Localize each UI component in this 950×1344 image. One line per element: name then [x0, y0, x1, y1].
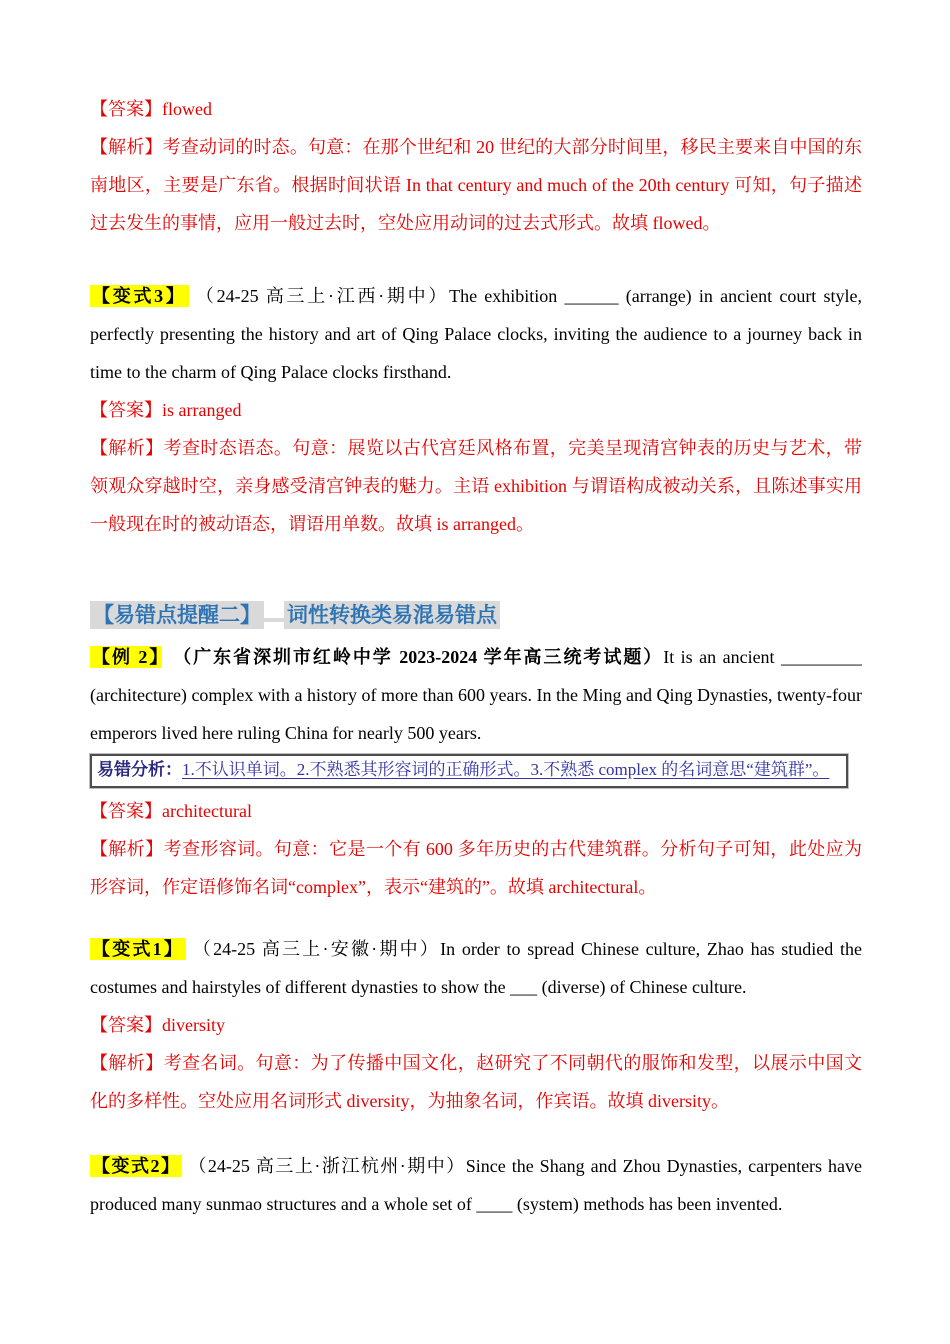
- variant3-source: （24-25 高三上·江西·期中）: [195, 286, 450, 306]
- answer-label: 【答案】: [90, 801, 162, 821]
- variant3-text: The exhibition ______ (arrange) in ancient court style, perfectly presenting the history and art of Qing Palace clocks, inviting the audience to a journey back in time to the charm of Qing Palace clocks firsthand.: [90, 286, 863, 382]
- analysis-label: 【解析】: [90, 839, 164, 859]
- analysis-label: 【解析】: [90, 438, 164, 458]
- analysis-line-architectural: [90, 830, 862, 906]
- variant1-source: （24-25 高三上·安徽·期中）: [192, 939, 441, 959]
- answer-line-architectural: [90, 792, 862, 830]
- analysis-line-diversity: [90, 1044, 862, 1120]
- variant1-question: [90, 930, 862, 1006]
- answer-label: 【答案】: [90, 400, 162, 420]
- error-analysis-text: 1.不认识单词。2.不熟悉其形容词的正确形式。3.不熟悉 complex 的名词意思“建筑群”。: [182, 760, 830, 779]
- answer-label: 【答案】: [90, 1015, 162, 1035]
- variant1-text: In order to spread Chinese culture, Zhao has studied the costumes and hairstyles of different dynasties to show the ___ (diverse) of Chinese culture.: [90, 939, 863, 997]
- example2-label: 【例 2】: [92, 647, 161, 667]
- analysis-text: 考查动词的时态。句意：在那个世纪和 20 世纪的大部分时间里，移民主要来自中国的东南地区，主要是广东省。根据时间状语 In that century and much of the 20th century 可知，句子描述过去发生的事情，应用一般过去时，空处应用动词的过去式形式。故填 flowed。: [90, 137, 863, 233]
- analysis-text: 考查形容词。句意：它是一个有 600 多年历史的古代建筑群。分析句子可知，此处应为形容词，作定语修饰名词“complex”，表示“建筑的”。故填 architectural。: [90, 839, 862, 897]
- variant3-label: 【变式3】: [92, 286, 187, 306]
- answer-line-flowed: [90, 90, 862, 128]
- error-analysis-box: [90, 754, 848, 788]
- answer-text: is arranged: [162, 400, 242, 420]
- variant1-label: 【变式1】: [92, 939, 185, 959]
- example2-text: It is an ancient _________ (architecture) complex with a history of more than 600 years. In the Ming and Qing Dynasties, twenty-four emperors lived here ruling China for nearly 500 years.: [90, 647, 863, 743]
- analysis-label: 【解析】: [90, 1053, 164, 1073]
- variant2-source: （24-25 高三上·浙江杭州·期中）: [188, 1156, 466, 1176]
- variant2-text: Since the Shang and Zhou Dynasties, carpenters have produced many sunmao structures and a whole set of ____ (system) methods has been invented.: [90, 1156, 863, 1214]
- answer-line-arranged: [90, 391, 862, 429]
- analysis-line-arranged: [90, 429, 862, 543]
- section-heading-title: 词性转换类易混易错点: [284, 601, 500, 629]
- analysis-text: 考查时态语态。句意：展览以古代宫廷风格布置，完美呈现清宫钟表的历史与艺术，带领观众穿越时空，亲身感受清宫钟表的魅力。主语 exhibition 与谓语构成被动关系，且陈述事实用一般现在时的被动语态，谓语用单数。故填 is arranged。: [90, 438, 862, 534]
- variant2-label: 【变式2】: [92, 1156, 181, 1176]
- example2-source: （广东省深圳市红岭中学 2023-2024 学年高三统考试题）: [182, 647, 664, 667]
- section-heading-label: 【易错点提醒二】: [90, 601, 264, 629]
- analysis-label: 【解析】: [90, 137, 163, 157]
- analysis-line-flowed: [90, 128, 862, 242]
- example2-question: [90, 638, 862, 752]
- error-analysis-label: 易错分析：: [97, 760, 182, 779]
- section-heading-gap: [264, 618, 284, 622]
- answer-text: architectural: [162, 801, 252, 821]
- answer-text: diversity: [162, 1015, 225, 1035]
- answer-label: 【答案】: [90, 99, 162, 119]
- variant3-question: [90, 277, 862, 391]
- section-heading-error-points: [90, 600, 862, 630]
- answer-text: flowed: [162, 99, 212, 119]
- answer-line-diversity: [90, 1006, 862, 1044]
- analysis-text: 考查名词。句意：为了传播中国文化，赵研究了不同朝代的服饰和发型，以展示中国文化的多样性。空处应用名词形式 diversity，为抽象名词，作宾语。故填 diversity。: [90, 1053, 862, 1111]
- variant2-question: [90, 1147, 862, 1223]
